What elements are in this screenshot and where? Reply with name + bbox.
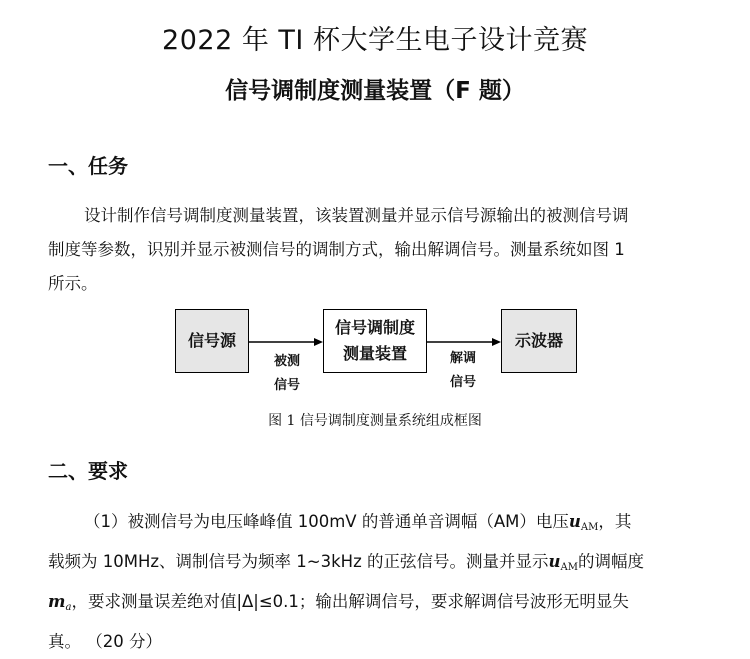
req1-text-3: ，要求测量误差绝对值|Δ|≤0.1；输出解调信号，要求解调信号波形无明显失 xyxy=(71,592,629,611)
arrowhead-demodulated-signal xyxy=(492,338,501,346)
req1-line-2 xyxy=(48,545,708,585)
edge-label-measured-1: 被测 xyxy=(273,354,300,369)
sub-am-2: AM xyxy=(560,562,578,573)
req1-line-4: 真。 （20 分） xyxy=(48,632,162,651)
requirement-1-paragraph xyxy=(48,505,708,659)
var-u: u xyxy=(568,512,581,531)
device-label-line2: 测量装置 xyxy=(342,344,407,363)
competition-title: 2022 年 TI 杯大学生电子设计竞赛 xyxy=(162,25,588,56)
sub-a: a xyxy=(65,602,72,613)
req1-text-2b: 的调幅度 xyxy=(577,552,644,571)
var-m: m xyxy=(48,592,66,611)
req1-line-3 xyxy=(48,585,708,625)
signal-source-label: 信号源 xyxy=(187,331,236,350)
edge-label-measured-2: 信号 xyxy=(273,378,300,393)
device-label-line1: 信号调制度 xyxy=(334,318,415,337)
task-line-1: 设计制作信号调制度测量装置，该装置测量并显示信号源输出的被测信号调 xyxy=(84,206,629,225)
problem-title: 信号调制度测量装置（F 题） xyxy=(225,78,525,104)
edge-label-demod-2: 信号 xyxy=(449,375,476,390)
task-line-2: 制度等参数，识别并显示被测信号的调制方式，输出解调信号。测量系统如图 1 xyxy=(48,240,625,259)
req1-line-1 xyxy=(48,505,708,545)
task-line-3: 所示。 xyxy=(48,274,98,293)
figure-caption: 图 1 信号调制度测量系统组成框图 xyxy=(268,413,482,429)
section-heading-task: 一、任务 xyxy=(48,154,128,178)
edge-label-demod-1: 解调 xyxy=(449,351,476,366)
oscilloscope-label: 示波器 xyxy=(514,331,563,350)
req1-text-2a: 载频为 10MHz、调制信号为频率 1~3kHz 的正弦信号。测量并显示 xyxy=(48,552,549,571)
sub-am: AM xyxy=(580,522,599,533)
req1-text-1b: ，其 xyxy=(598,512,632,531)
arrowhead-measured-signal xyxy=(314,338,323,346)
req1-text-1a: （1）被测信号为电压峰峰值 100mV 的普通单音调幅（AM）电压 xyxy=(84,512,569,531)
section-heading-requirements: 二、要求 xyxy=(48,459,128,483)
var-u-2: u xyxy=(548,552,561,571)
